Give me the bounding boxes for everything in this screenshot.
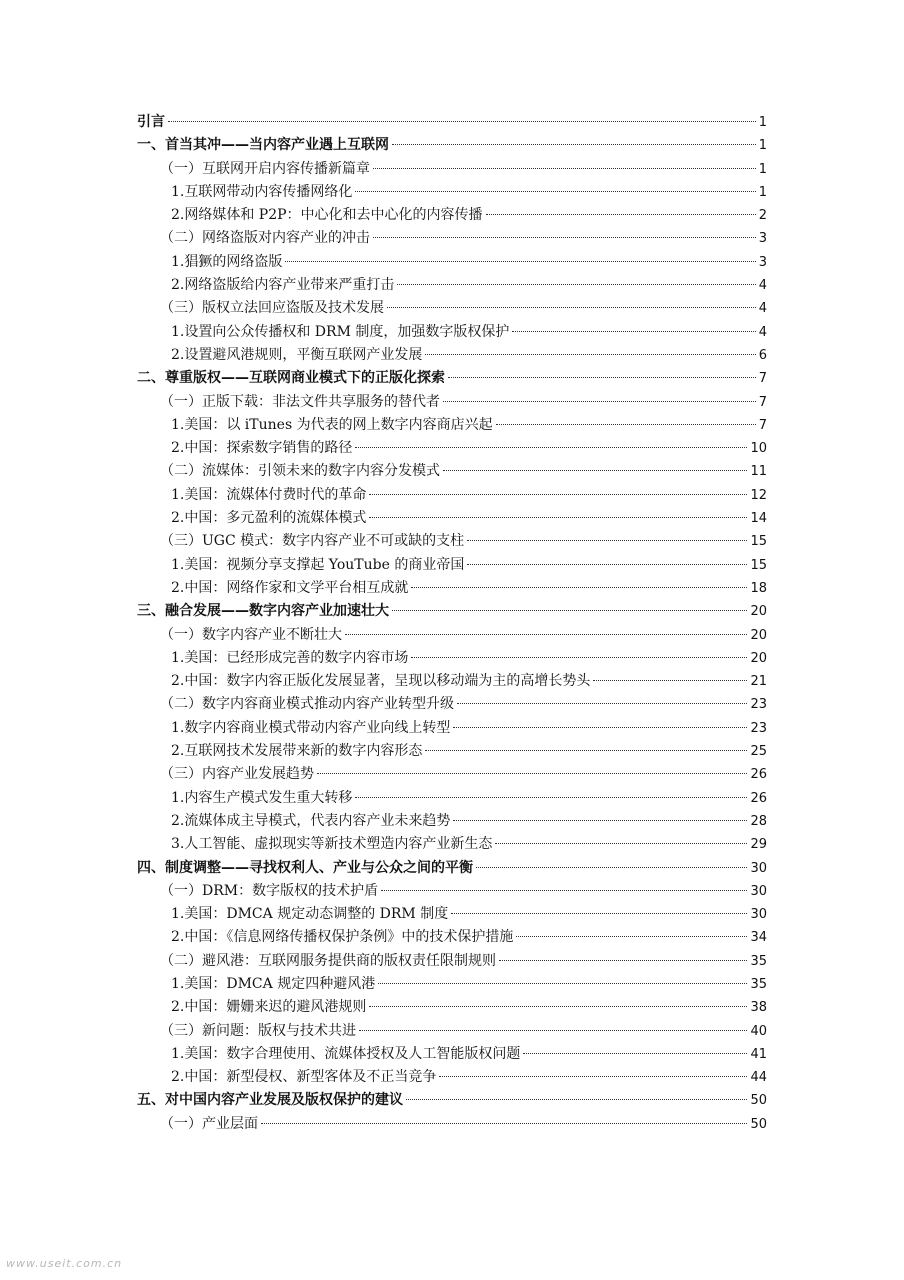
toc-entry-title: 1.美国：DMCA 规定动态调整的 DRM 制度 bbox=[171, 906, 449, 923]
toc-entry-page-number: 1 bbox=[758, 184, 767, 200]
dot-leader bbox=[369, 517, 747, 518]
toc-entry-page-number: 28 bbox=[750, 813, 767, 829]
toc-entry-page-number: 41 bbox=[750, 1046, 767, 1062]
toc-entry-page-number: 44 bbox=[750, 1070, 767, 1086]
toc-entry-title: 1.美国：已经形成完善的数字内容市场 bbox=[171, 649, 409, 666]
dot-leader bbox=[261, 1123, 747, 1124]
dot-leader bbox=[593, 680, 747, 681]
toc-entry-title: 2.中国：网络作家和文学平台相互成就 bbox=[171, 579, 409, 596]
toc-subsection-entry[interactable] bbox=[137, 437, 767, 460]
toc-subsection-entry[interactable] bbox=[137, 903, 767, 926]
toc-entry-page-number: 7 bbox=[758, 394, 767, 410]
toc-entry-page-number: 29 bbox=[750, 837, 767, 853]
toc-section-entry[interactable] bbox=[137, 391, 767, 414]
toc-entry-title: （一）数字内容产业不断壮大 bbox=[160, 626, 342, 643]
toc-entry-page-number: 34 bbox=[750, 930, 767, 946]
toc-section-entry[interactable] bbox=[137, 530, 767, 553]
toc-entry-title: （二）网络盗版对内容产业的冲击 bbox=[160, 230, 370, 247]
dot-leader bbox=[467, 540, 747, 541]
toc-entry-page-number: 26 bbox=[750, 790, 767, 806]
toc-entry-title: 2.中国：姗姗来迟的避风港规则 bbox=[171, 999, 367, 1016]
dot-leader bbox=[392, 144, 756, 145]
toc-entry-title: （三）内容产业发展趋势 bbox=[160, 766, 314, 783]
toc-entry-title: 2.中国：多元盈利的流媒体模式 bbox=[171, 510, 367, 527]
dot-leader bbox=[425, 750, 747, 751]
toc-subsection-entry[interactable] bbox=[137, 810, 767, 833]
toc-entry-page-number: 18 bbox=[750, 580, 767, 596]
dot-leader bbox=[443, 401, 756, 402]
toc-entry-page-number: 20 bbox=[750, 604, 767, 620]
toc-subsection-entry[interactable] bbox=[137, 996, 767, 1019]
toc-subsection-entry[interactable] bbox=[137, 484, 767, 507]
toc-subsection-entry[interactable] bbox=[137, 414, 767, 437]
toc-entry-title: 2.中国：《信息网络传播权保护条例》中的技术保护措施 bbox=[171, 929, 514, 946]
toc-entry-title: 1.美国：DMCA 规定四种避风港 bbox=[171, 975, 376, 992]
toc-entry-page-number: 4 bbox=[758, 324, 767, 340]
toc-entry-page-number: 20 bbox=[750, 627, 767, 643]
toc-entry-title: 五、对中国内容产业发展及版权保护的建议 bbox=[137, 1092, 403, 1109]
toc-subsection-entry[interactable] bbox=[137, 973, 767, 996]
dot-leader bbox=[369, 494, 747, 495]
toc-entry-title: 1.美国：数字合理使用、流媒体授权及人工智能版权问题 bbox=[171, 1045, 521, 1062]
toc-subsection-entry[interactable] bbox=[137, 670, 767, 693]
toc-entry-title: （三）新问题：版权与技术共进 bbox=[160, 1022, 356, 1039]
toc-entry-page-number: 20 bbox=[750, 650, 767, 666]
toc-entry-page-number: 12 bbox=[750, 487, 767, 503]
toc-entry-page-number: 50 bbox=[750, 1116, 767, 1132]
toc-section-entry[interactable] bbox=[137, 763, 767, 786]
toc-entry-title: 2.网络盗版给内容产业带来严重打击 bbox=[171, 277, 395, 294]
toc-chapter-entry[interactable] bbox=[137, 857, 767, 880]
toc-entry-title: （三）版权立法回应盗版及技术发展 bbox=[160, 300, 384, 317]
toc-entry-title: 1.互联网带动内容传播网络化 bbox=[171, 183, 353, 200]
dot-leader bbox=[387, 307, 756, 308]
toc-entry-page-number: 15 bbox=[750, 534, 767, 550]
toc-entry-title: 2.流媒体成主导模式，代表内容产业未来趋势 bbox=[171, 812, 451, 829]
toc-subsection-entry[interactable] bbox=[137, 1066, 767, 1089]
toc-subsection-entry[interactable] bbox=[137, 251, 767, 274]
toc-section-entry[interactable] bbox=[137, 624, 767, 647]
toc-entry-title: 1.猖獗的网络盗版 bbox=[171, 253, 283, 270]
toc-subsection-entry[interactable] bbox=[137, 274, 767, 297]
dot-leader bbox=[448, 377, 756, 378]
dot-leader bbox=[378, 983, 747, 984]
toc-section-entry[interactable] bbox=[137, 1113, 767, 1136]
toc-section-entry[interactable] bbox=[137, 460, 767, 483]
toc-section-entry[interactable] bbox=[137, 227, 767, 250]
toc-entry-title: 1.数字内容商业模式带动内容产业向线上转型 bbox=[171, 719, 451, 736]
dot-leader bbox=[486, 214, 756, 215]
toc-chapter-entry[interactable] bbox=[137, 134, 767, 157]
toc-entry-page-number: 35 bbox=[750, 953, 767, 969]
toc-subsection-entry[interactable] bbox=[137, 577, 767, 600]
toc-subsection-entry[interactable] bbox=[137, 181, 767, 204]
toc-entry-title: （一）产业层面 bbox=[160, 1115, 258, 1132]
toc-chapter-entry[interactable] bbox=[137, 600, 767, 623]
dot-leader bbox=[512, 331, 755, 332]
toc-chapter-entry[interactable] bbox=[137, 367, 767, 390]
dot-leader bbox=[345, 634, 747, 635]
toc-entry-title: （三）UGC 模式：数字内容产业不可或缺的支柱 bbox=[160, 533, 465, 550]
dot-leader bbox=[285, 261, 755, 262]
toc-entry-title: （二）避风港：互联网服务提供商的版权责任限制规则 bbox=[160, 952, 496, 969]
dot-leader bbox=[359, 1030, 747, 1031]
toc-entry-title: 2.互联网技术发展带来新的数字内容形态 bbox=[171, 743, 423, 760]
toc-section-entry[interactable] bbox=[137, 158, 767, 181]
toc-entry-title: 三、融合发展——数字内容产业加速壮大 bbox=[137, 603, 389, 620]
toc-subsection-entry[interactable] bbox=[137, 833, 767, 856]
dot-leader bbox=[373, 237, 756, 238]
dot-leader bbox=[499, 960, 747, 961]
toc-entry-title: 2.中国：探索数字销售的路径 bbox=[171, 440, 353, 457]
dot-leader bbox=[411, 657, 747, 658]
toc-entry-page-number: 50 bbox=[750, 1093, 767, 1109]
toc-entry-page-number: 15 bbox=[750, 557, 767, 573]
toc-section-entry[interactable] bbox=[137, 950, 767, 973]
dot-leader bbox=[369, 1006, 747, 1007]
toc-subsection-entry[interactable] bbox=[137, 554, 767, 577]
toc-entry-page-number: 35 bbox=[750, 976, 767, 992]
toc-entry-title: 2.网络媒体和 P2P：中心化和去中心化的内容传播 bbox=[171, 207, 483, 224]
watermark: www.useit.com.cn bbox=[6, 1257, 123, 1270]
toc-entry-page-number: 1 bbox=[758, 115, 767, 130]
dot-leader bbox=[439, 1076, 747, 1077]
dot-leader bbox=[373, 168, 756, 169]
toc-entry-page-number: 2 bbox=[758, 208, 767, 224]
dot-leader bbox=[476, 867, 747, 868]
dot-leader bbox=[451, 913, 747, 914]
toc-entry-page-number: 7 bbox=[758, 371, 767, 387]
dot-leader bbox=[392, 610, 747, 611]
toc-entry-page-number: 30 bbox=[750, 883, 767, 899]
dot-leader bbox=[355, 191, 755, 192]
toc-entry-title: 引言 bbox=[137, 114, 165, 130]
toc-entry-page-number: 30 bbox=[750, 860, 767, 876]
toc-entry-page-number: 25 bbox=[750, 744, 767, 760]
toc-entry-title: 1.美国：流媒体付费时代的革命 bbox=[171, 486, 367, 503]
toc-entry-page-number: 23 bbox=[750, 697, 767, 713]
dot-leader bbox=[457, 703, 747, 704]
toc-entry-title: 3.人工智能、虚拟现实等新技术塑造内容产业新生态 bbox=[171, 836, 493, 853]
toc-entry-page-number: 38 bbox=[750, 1000, 767, 1016]
toc-entry-page-number: 10 bbox=[750, 441, 767, 457]
dot-leader bbox=[355, 797, 747, 798]
toc-entry-title: （一）正版下载：非法文件共享服务的替代者 bbox=[160, 393, 440, 410]
dot-leader bbox=[496, 424, 756, 425]
dot-leader bbox=[397, 284, 755, 285]
dot-leader bbox=[495, 843, 747, 844]
toc-entry-title: 2.设置避风港规则，平衡互联网产业发展 bbox=[171, 346, 423, 363]
dot-leader bbox=[467, 564, 747, 565]
toc-chapter-entry[interactable] bbox=[137, 1089, 767, 1112]
toc-subsection-entry[interactable] bbox=[137, 321, 767, 344]
toc-entry-page-number: 23 bbox=[750, 720, 767, 736]
toc-section-entry[interactable] bbox=[137, 1020, 767, 1043]
toc-entry-title: 1.设置向公众传播权和 DRM 制度，加强数字版权保护 bbox=[171, 323, 510, 340]
toc-entry-page-number: 4 bbox=[758, 301, 767, 317]
toc-entry-title: 二、尊重版权——互联网商业模式下的正版化探索 bbox=[137, 370, 445, 387]
dot-leader bbox=[381, 890, 747, 891]
dot-leader bbox=[168, 121, 756, 122]
dot-leader bbox=[516, 936, 747, 937]
dot-leader bbox=[411, 587, 747, 588]
toc-section-entry[interactable] bbox=[137, 693, 767, 716]
toc-entry-title: 1.美国：视频分享支撑起 YouTube 的商业帝国 bbox=[171, 556, 465, 573]
table-of-contents bbox=[137, 111, 767, 1136]
toc-entry-title: （一）互联网开启内容传播新篇章 bbox=[160, 160, 370, 177]
toc-subsection-entry[interactable] bbox=[137, 926, 767, 949]
toc-chapter-entry[interactable] bbox=[137, 111, 767, 134]
toc-entry-page-number: 6 bbox=[758, 347, 767, 363]
toc-subsection-entry[interactable] bbox=[137, 344, 767, 367]
toc-entry-page-number: 3 bbox=[758, 254, 767, 270]
toc-entry-title: （一）DRM：数字版权的技术护盾 bbox=[160, 882, 379, 899]
toc-subsection-entry[interactable] bbox=[137, 204, 767, 227]
toc-entry-page-number: 40 bbox=[750, 1023, 767, 1039]
toc-entry-title: （二）流媒体：引领未来的数字内容分发模式 bbox=[160, 463, 440, 480]
toc-entry-page-number: 26 bbox=[750, 767, 767, 783]
toc-entry-title: 1.美国：以 iTunes 为代表的网上数字内容商店兴起 bbox=[171, 416, 493, 433]
toc-subsection-entry[interactable] bbox=[137, 787, 767, 810]
toc-entry-title: 2.中国：新型侵权、新型客体及不正当竞争 bbox=[171, 1069, 437, 1086]
toc-entry-page-number: 1 bbox=[758, 161, 767, 177]
dot-leader bbox=[355, 447, 747, 448]
toc-subsection-entry[interactable] bbox=[137, 1043, 767, 1066]
dot-leader bbox=[406, 1099, 747, 1100]
dot-leader bbox=[317, 773, 747, 774]
toc-entry-page-number: 7 bbox=[758, 417, 767, 433]
toc-entry-title: 四、制度调整——寻找权利人、产业与公众之间的平衡 bbox=[137, 859, 473, 876]
toc-entry-page-number: 21 bbox=[750, 674, 767, 690]
toc-subsection-entry[interactable] bbox=[137, 740, 767, 763]
toc-entry-title: 2.中国：数字内容正版化发展显著，呈现以移动端为主的高增长势头 bbox=[171, 673, 591, 690]
toc-subsection-entry[interactable] bbox=[137, 717, 767, 740]
toc-entry-page-number: 3 bbox=[758, 231, 767, 247]
toc-entry-page-number: 11 bbox=[750, 464, 767, 480]
dot-leader bbox=[443, 470, 747, 471]
toc-entry-title: 一、首当其冲——当内容产业遇上互联网 bbox=[137, 137, 389, 154]
toc-section-entry[interactable] bbox=[137, 880, 767, 903]
dot-leader bbox=[523, 1053, 747, 1054]
toc-entry-title: （二）数字内容商业模式推动内容产业转型升级 bbox=[160, 696, 454, 713]
toc-subsection-entry[interactable] bbox=[137, 507, 767, 530]
toc-entry-page-number: 1 bbox=[758, 138, 767, 154]
toc-entry-title: 1.内容生产模式发生重大转移 bbox=[171, 789, 353, 806]
dot-leader bbox=[425, 354, 755, 355]
dot-leader bbox=[453, 727, 747, 728]
toc-entry-page-number: 14 bbox=[750, 511, 767, 527]
toc-entry-page-number: 4 bbox=[758, 278, 767, 294]
toc-section-entry[interactable] bbox=[137, 297, 767, 320]
toc-subsection-entry[interactable] bbox=[137, 647, 767, 670]
dot-leader bbox=[453, 820, 747, 821]
toc-entry-page-number: 30 bbox=[750, 907, 767, 923]
